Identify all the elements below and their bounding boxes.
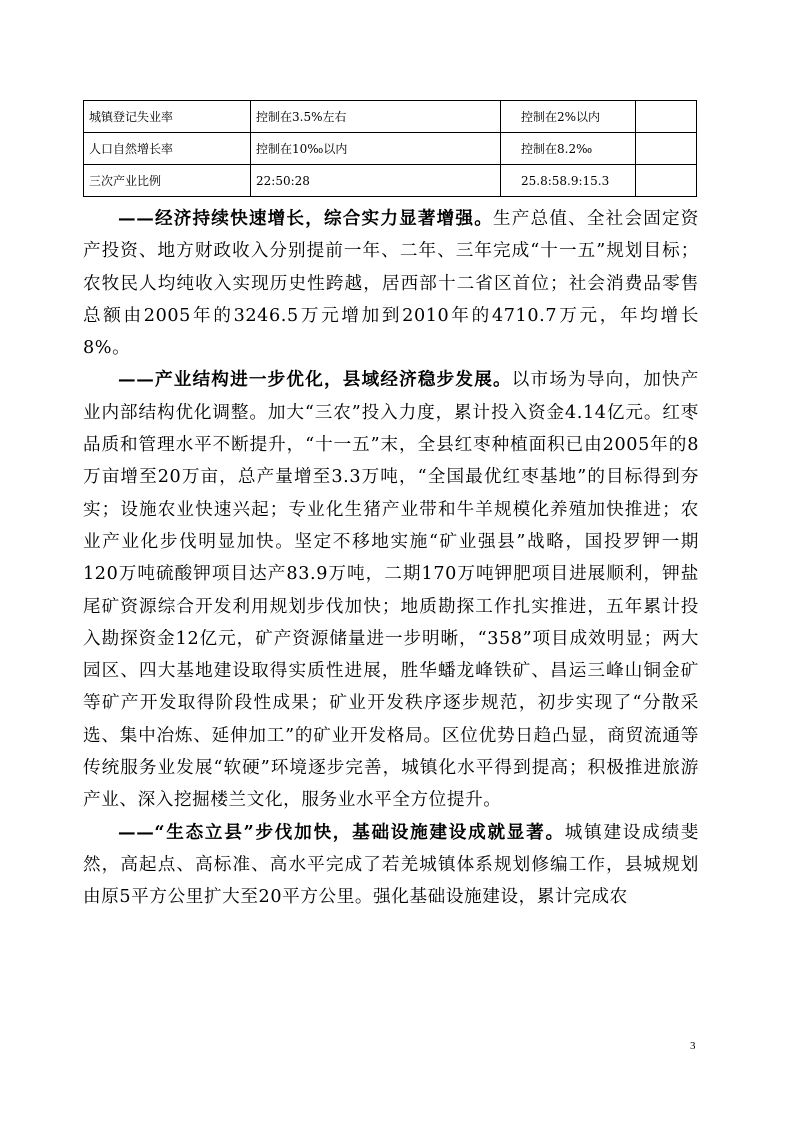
paragraph-ecology-infrastructure: [83, 817, 699, 914]
body-text: [83, 203, 699, 914]
target-12th-cell: 控制在8.2‰: [501, 133, 636, 165]
target-11th-cell: 控制在10‰以内: [251, 133, 501, 165]
table-row: [84, 101, 697, 133]
paragraph-industrial-structure: [83, 364, 699, 816]
page-number: 3: [690, 1040, 696, 1052]
indicator-cell: 三次产业比例: [84, 165, 251, 197]
target-11th-cell: 控制在3.5%左右: [251, 101, 501, 133]
paragraph-heading: ——经济持续快速增长，综合实力显著增强。: [118, 208, 493, 229]
target-12th-cell: 25.8:58.9:15.3: [501, 165, 636, 197]
note-cell: [636, 165, 697, 197]
target-12th-cell: 控制在2%以内: [501, 101, 636, 133]
paragraph-heading: ——产业结构进一步优化，县域经济稳步发展。: [118, 369, 512, 391]
note-cell: [636, 101, 697, 133]
indicator-table: [83, 100, 697, 197]
table-row: [84, 133, 697, 165]
note-cell: [636, 133, 697, 165]
target-11th-cell: 22:50:28: [251, 165, 501, 197]
paragraph-text: 以市场为导向，加快产业内部结构优化调整。加大“三农”投入力度，累计投入资金4.14亿元。红枣品质和管理水平不断提升，“十一五”末，全县红枣种植面积已由2005年的8万亩增至20万亩，总产量增至3.3万吨，“全国最优红枣基地”的目标得到夯实；设施农业快速兴起；专业化生猪产业带和牛羊规模化养殖加快推进；农业产业化步伐明显加快。坚定不移地实施“矿业强县”战略，国投罗钾一期120万吨硫酸钾项目达产83.9万吨，二期170万吨钾肥项目进展顺利，钾盐尾矿资源综合开发利用规划步伐加快；地质勘探工作扎实推进，五年累计投入勘探资金12亿元，矿产资源储量进一步明晰，“358”项目成效明显；两大园区、四大基地建设取得实质性进展，胜华蟠龙峰铁矿、昌运三峰山铜金矿等矿产开发取得阶段性成果；矿业开发秩序逐步规范，初步实现了“分散采选、集中冶炼、延伸加工”的矿业开发格局。区位优势日趋凸显，商贸流通等传统服务业发展“软硬”环境逐步完善，城镇化水平得到提高；积极推进旅游产业、深入挖掘楼兰文化，服务业水平全方位提升。: [83, 370, 699, 811]
paragraph-text: 生产总值、全社会固定资产投资、地方财政收入分别提前一年、二年、三年完成“十一五”规划目标；农牧民人均纯收入实现历史性跨越，居西部十二省区首位；社会消费品零售总额由2005年的3246.5万元增加到2010年的4710.7万元，年均增长8%。: [83, 209, 699, 359]
indicator-cell: 城镇登记失业率: [84, 101, 251, 133]
paragraph-text: 城镇建设成绩斐然，高起点、高标准、高水平完成了若羌城镇体系规划修编工作，县城规划由原5平方公里扩大至20平方公里。强化基础设施建设，累计完成农: [83, 822, 699, 908]
table-row: [84, 165, 697, 197]
paragraph-economic-growth: [83, 203, 699, 364]
indicator-cell: 人口自然增长率: [84, 133, 251, 165]
paragraph-heading: ——“生态立县”步伐加快，基础设施建设成就显著。: [118, 821, 565, 843]
